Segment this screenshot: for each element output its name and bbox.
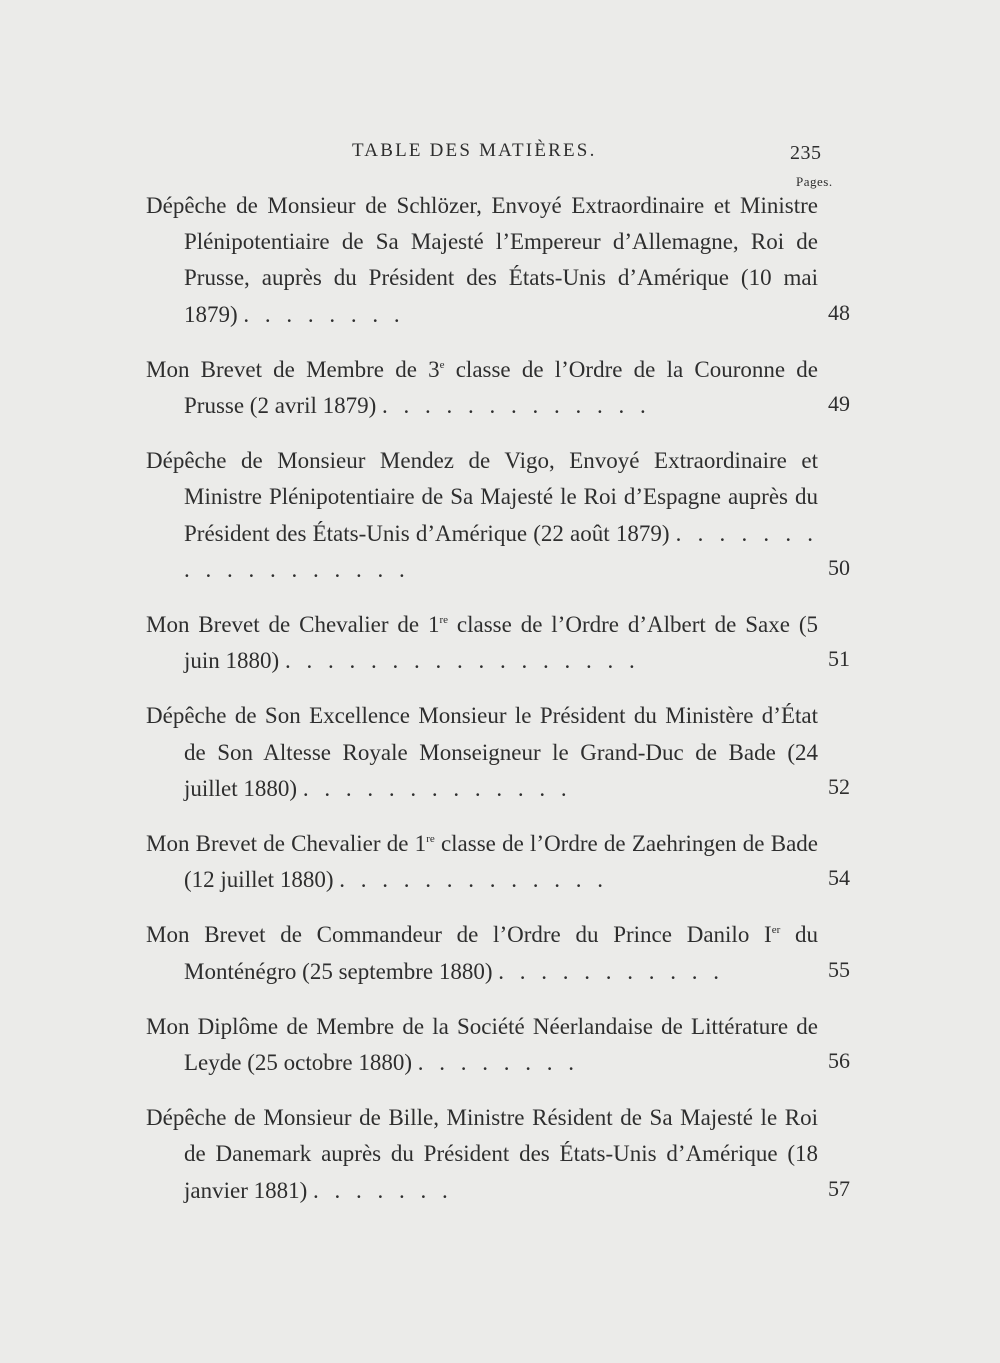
toc-entry-page: 50 — [828, 555, 850, 581]
toc-entry-page: 56 — [828, 1048, 850, 1074]
toc-entry — [146, 698, 852, 807]
toc-entry-title: Mon Brevet de Membre de 3 — [146, 356, 440, 382]
dot-leader: . . . . . . . — [313, 1177, 453, 1203]
dot-leader: . . . . . . . . . . . — [498, 958, 725, 984]
dot-leader: . . . . . . . . . . . . . . . . . . — [184, 520, 819, 582]
page-number: 235 — [790, 142, 822, 164]
toc-entry-page: 55 — [828, 956, 850, 982]
toc-entry-page: 57 — [828, 1175, 850, 1201]
toc-entry-title: Mon Diplôme de Membre de la Société Néerlandaise de Littérature de Leyde (25 octobre 1880) — [146, 1013, 818, 1076]
toc-entry-text — [146, 698, 818, 807]
toc-entry-title: Mon Brevet de Chevalier de 1 — [146, 831, 427, 857]
toc-entry — [146, 1009, 852, 1081]
toc-entry-title: Mon Brevet de Chevalier de 1 — [146, 612, 440, 638]
dot-leader: . . . . . . . . . . . . . . . . . — [284, 648, 640, 674]
toc-entry-page: 51 — [828, 646, 850, 672]
toc-entry-title: Dépêche de Monsieur de Bille, Ministre Résident de Sa Majesté le Roi de Danemark auprès du Président des États-Unis d’Amérique (18 janvier 1881) — [146, 1105, 818, 1203]
toc-entry-title-rest: classe de l’Ordre d’Albert de Saxe (5 juin 1880) — [184, 612, 818, 674]
toc-entry-text — [146, 443, 818, 588]
dot-leader: . . . . . . . . . . . . . — [302, 775, 572, 801]
toc-entry-text — [146, 826, 818, 898]
toc-entry-title: Dépêche de Monsieur Mendez de Vigo, Envoyé Extraordinaire et Ministre Plénipotentiaire de Sa Majesté le Roi d’Espagne auprès du Président des États-Unis d’Amérique (22 août 1879) — [146, 448, 818, 546]
dot-leader: . . . . . . . . . . . . . — [382, 393, 651, 419]
toc-entry-title: Mon Brevet de Commandeur de l’Ordre du Prince Danilo I — [146, 922, 772, 948]
toc-entry-title-rest: classe de l’Ordre de la Couronne de Prusse (2 avril 1879) — [184, 356, 818, 419]
dot-leader: . . . . . . . . . . . . . — [339, 867, 608, 893]
toc-entry — [146, 188, 852, 333]
toc-entry-page: 54 — [828, 865, 850, 891]
pages-column-label: Pages. — [796, 174, 833, 189]
dot-leader: . . . . . . . . — [417, 1050, 580, 1076]
ordinal-superscript: re — [426, 833, 435, 846]
toc-entry-title: Dépêche de Monsieur de Schlözer, Envoyé Extraordinaire et Ministre Plénipotentiaire de Sa Majesté l’Empereur d’Allemagne, Roi de Prusse, auprès du Président des États-Unis d’Amérique (10 mai 1879) — [146, 193, 818, 327]
toc-entry-text — [146, 1009, 818, 1081]
toc-entry-title: Dépêche de Son Excellence Monsieur le Président du Ministère d’État de Son Altesse Royale Monseigneur le Grand-Duc de Bade (24 juillet 1880) — [146, 703, 818, 801]
ordinal-superscript: er — [771, 924, 781, 937]
toc-entry-page: 52 — [828, 774, 850, 800]
toc-entry — [146, 352, 852, 424]
toc-entry-text — [146, 352, 818, 424]
toc-entry-text — [146, 188, 818, 333]
running-header — [0, 140, 1000, 170]
ordinal-superscript: e — [439, 358, 445, 371]
toc-entry — [146, 1100, 852, 1209]
toc-entry — [146, 826, 852, 898]
toc-entry-text — [146, 917, 818, 989]
toc-entry-title-rest: classe de l’Ordre de Zaehringen de Bade (12 juillet 1880) — [184, 831, 818, 893]
table-of-contents — [146, 188, 856, 1228]
running-header-title: TABLE DES MATIÈRES. — [352, 140, 597, 161]
toc-entry — [146, 443, 852, 588]
toc-entry-page: 48 — [828, 299, 850, 325]
dot-leader: . . . . . . . . — [243, 301, 405, 327]
ordinal-superscript: re — [439, 614, 449, 627]
toc-entry — [146, 917, 852, 989]
toc-entry-text — [146, 1100, 818, 1209]
toc-entry-title-rest: du Monténégro (25 septembre 1880) — [184, 922, 819, 984]
toc-entry — [146, 607, 852, 679]
toc-entry-text — [146, 607, 818, 679]
toc-entry-page: 49 — [828, 391, 850, 417]
